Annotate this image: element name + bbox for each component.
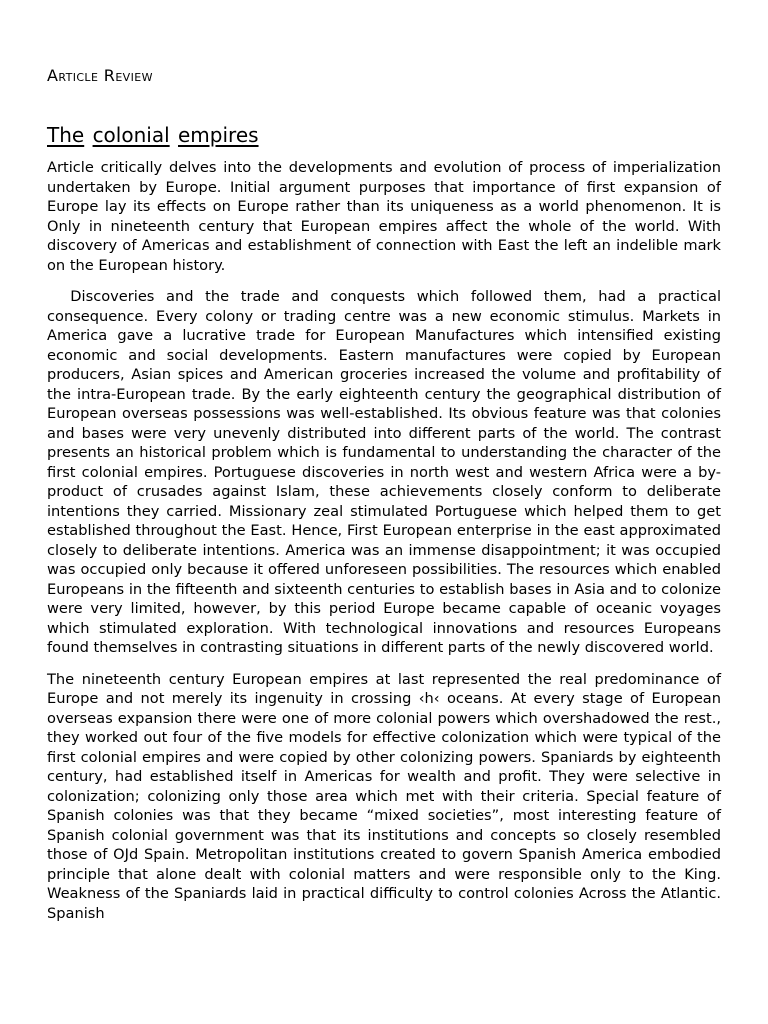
paragraph-3: The nineteenth century European empires at last represented the real predominance of Europe and not merely its ingenuity in crossing ‹h‹ oceans. At every stage of European overseas expansion there were one of more colonial powers which overshadowed the rest., they worked out four of the five models for effective colonization which were typical of the first colonial empires and were copied by other colonizing powers. Spaniards by eighteenth century, had established itself in Americas for wealth and profit. They were selective in colonization; colonizing only those area which met with their criteria. Special feature of Spanish colonies was that they became “mixed societies”, most interesting feature of Spanish colonial government was that its institutions and concepts so closely resembled those of OJd Spain. Metropolitan institutions created to govern Spanish America embodied principle that alone dealt with colonial matters and were responsible only to the King. Weakness of the Spaniards laid in practical difficulty to control colonies Across the Atlantic. Spanish <box>47 670 721 922</box>
title-word: The <box>47 123 85 147</box>
paragraph-1: Article critically delves into the developments and evolution of process of imperialization undertaken by Europe. Initial argument purposes that importance of first expansion of Europe lay its effects on Europe rather than its uniqueness as a world phenomenon. It is Only in nineteenth century that European empires affect the whole of the world. With discovery of Americas and establishment of connection with East the left an indelible mark on the European history. <box>47 159 721 274</box>
title-word: empires <box>178 123 259 147</box>
document-title <box>47 122 721 148</box>
article-review-label: Article Review <box>47 66 153 85</box>
title-word: colonial <box>92 123 170 147</box>
paragraph-2: Discoveries and the trade and conquests which followed them, had a practical consequence. Every colony or trading centre was a new economic stimulus. Markets in America gave a lucrative trade for European Manufactures which intensified existing economic and social developments. Eastern manufactures were copied by European producers, Asian spices and American groceries increased the volume and profitability of the intra-European trade. By the early eighteenth century the geographical distribution of European overseas possessions was well-established. Its obvious feature was that colonies and bases were very unevenly distributed into different parts of the world. The contrast presents an historical problem which is fundamental to understanding the character of the first colonial empires. Portuguese discoveries in north west and western Africa were a by- product of crusades against Islam, these achievements closely conform to deliberate intentions they carried. Missionary zeal stimulated Portuguese which helped them to get established throughout the East. Hence, First European enterprise in the east approximated closely to deliberate intentions. America was an immense disappointment; it was occupied was occupied only because it offered unforeseen possibilities. The resources which enabled Europeans in the fifteenth and sixteenth centuries to establish bases in Asia and to colonize were very limited, however, by this period Europe became capable of oceanic voyages which stimulated exploration. With technological innovations and resources Europeans found themselves in contrasting situations in different parts of the newly discovered world. <box>47 288 721 656</box>
